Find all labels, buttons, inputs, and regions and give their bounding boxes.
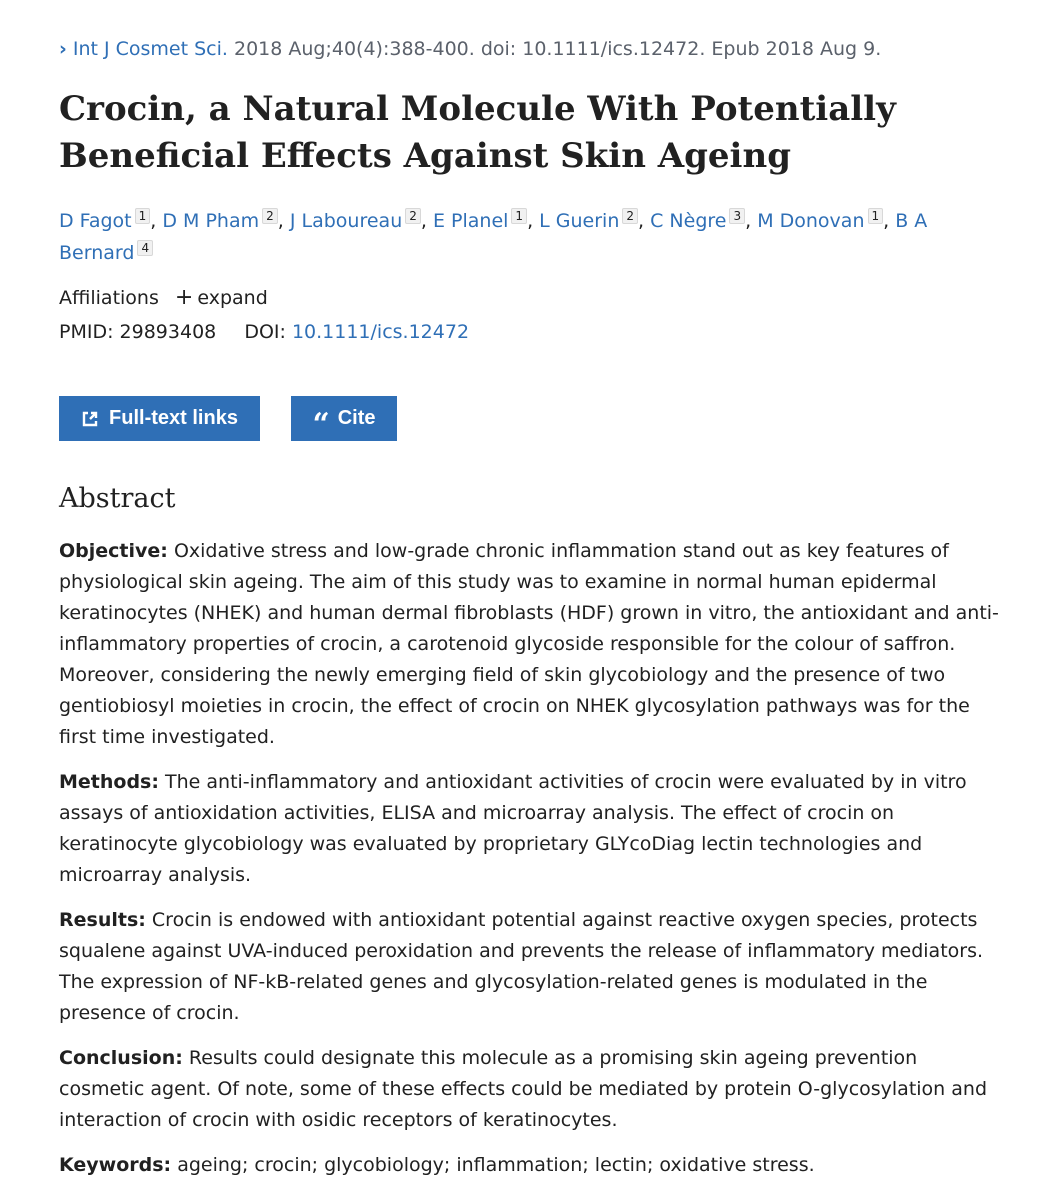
- author-link[interactable]: D M Pham: [162, 210, 260, 232]
- section-label: Results:: [59, 909, 146, 931]
- section-label: Conclusion:: [59, 1047, 183, 1069]
- author-link[interactable]: B A Bernard: [59, 210, 928, 264]
- affiliations-toggle[interactable]: [59, 285, 268, 310]
- journal-link[interactable]: Int J Cosmet Sci.: [72, 38, 228, 60]
- pmid-label: PMID:: [59, 321, 114, 343]
- keywords-text: ageing; crocin; glycobiology; inflammation; lectin; oxidative stress.: [177, 1154, 815, 1176]
- section-text: Results could designate this molecule as a promising skin ageing prevention cosmetic agent. Of note, some of these effects could be mediated by protein O-glycosylation and interaction of crocin with osidic receptors of keratinocytes.: [59, 1047, 988, 1131]
- abstract-objective: [59, 536, 999, 753]
- author-link[interactable]: C Nègre: [650, 210, 727, 232]
- doi-label: DOI:: [244, 321, 286, 343]
- cite-label: Cite: [337, 407, 376, 429]
- doi-link[interactable]: 10.1111/ics.12472: [291, 321, 470, 343]
- author-link[interactable]: D Fagot: [59, 210, 132, 232]
- article-title: Crocin, a Natural Molecule With Potentially Beneficial Effects Against Skin Ageing: [59, 89, 896, 176]
- chevron-right-icon[interactable]: ›: [59, 38, 67, 60]
- full-text-links-button[interactable]: [59, 396, 260, 441]
- author-list: D Fagot $^1$ , D M Pham $^2$ , J Laboureau $^2$ , E Planel $^1$ , L Guerin $^2$ , C Nègre $^3$ , M Donovan $^1$ , B A Bernard $^4$: [59, 209, 928, 264]
- affiliation-ref[interactable]: 1: [511, 208, 527, 224]
- abstract-heading: Abstract: [59, 483, 176, 514]
- section-text: The anti-inflammatory and antioxidant activities of crocin were evaluated by in vitro assays of antioxidation activities, ELISA and microarray analysis. The effect of crocin on keratinocyte glycobiology was evaluated by proprietary GLYcoDiag lectin technologies and microarray analysis.: [59, 771, 967, 886]
- affiliation-ref[interactable]: 2: [405, 208, 421, 224]
- affiliation-ref[interactable]: 3: [729, 208, 745, 224]
- identifiers: [59, 321, 469, 343]
- citation-line: [59, 38, 881, 60]
- abstract-methods: [59, 767, 999, 891]
- author-link[interactable]: L Guerin: [539, 210, 620, 232]
- citation-details: 2018 Aug;40(4):388-400. doi: 10.1111/ics.12472. Epub 2018 Aug 9.: [233, 38, 882, 60]
- abstract-body: [59, 536, 999, 1195]
- plus-icon: +: [174, 285, 194, 310]
- cite-button[interactable]: [291, 396, 397, 441]
- expand-label: expand: [197, 287, 268, 309]
- external-link-icon: [81, 410, 99, 428]
- author-link[interactable]: J Laboureau: [289, 210, 403, 232]
- affiliation-ref[interactable]: 1: [135, 208, 151, 224]
- affiliations-label: Affiliations: [59, 287, 159, 309]
- full-text-links-label: Full-text links: [109, 407, 238, 429]
- section-label: Methods:: [59, 771, 159, 793]
- abstract-results: [59, 905, 999, 1029]
- keywords: [59, 1150, 999, 1181]
- pmid-value: 29893408: [119, 321, 217, 343]
- affiliation-ref[interactable]: 2: [622, 208, 638, 224]
- affiliation-ref[interactable]: 1: [868, 208, 884, 224]
- keywords-label: Keywords:: [59, 1154, 172, 1176]
- affiliation-ref[interactable]: 4: [137, 240, 153, 256]
- section-text: Oxidative stress and low-grade chronic inflammation stand out as key features of physiological skin ageing. The aim of this study was to examine in normal human epidermal keratinocytes (NHEK) and human dermal fibroblasts (HDF) grown in vitro, the antioxidant and anti-inflammatory properties of crocin, a carotenoid glycoside responsible for the colour of saffron. Moreover, considering the newly emerging field of skin glycobiology and the presence of two gentiobiosyl moieties in crocin, the effect of crocin on NHEK glycosylation pathways was for the first time investigated.: [59, 540, 999, 748]
- section-text: Crocin is endowed with antioxidant potential against reactive oxygen species, protects squalene against UVA-induced peroxidation and prevents the release of inflammatory mediators. The expression of NF-kB-related genes and glycosylation-related genes is modulated in the presence of crocin.: [59, 909, 984, 1024]
- section-label: Objective:: [59, 540, 168, 562]
- author-link[interactable]: M Donovan: [757, 210, 865, 232]
- quote-icon: “: [312, 406, 330, 442]
- affiliation-ref[interactable]: 2: [262, 208, 278, 224]
- abstract-conclusion: [59, 1043, 999, 1136]
- author-link[interactable]: E Planel: [432, 210, 509, 232]
